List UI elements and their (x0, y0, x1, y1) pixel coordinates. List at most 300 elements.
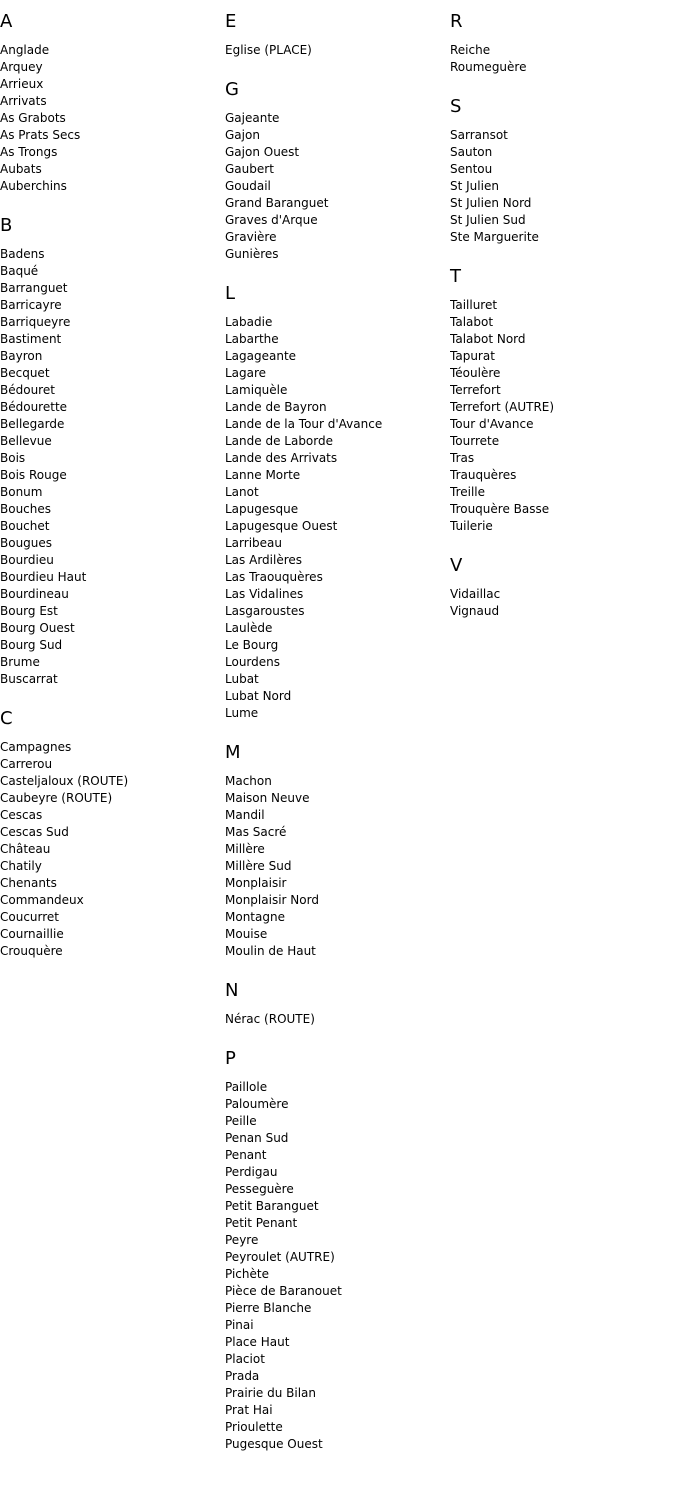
street-link[interactable]: Penant (225, 1148, 267, 1162)
street-link[interactable]: Anglade (0, 43, 50, 57)
list-item (225, 229, 450, 246)
list-item (225, 161, 450, 178)
list-item (450, 348, 675, 365)
list-item (225, 671, 450, 688)
list-item (0, 127, 225, 144)
street-link[interactable]: Lande des Arrivats (225, 451, 338, 465)
letter-heading: R (450, 11, 463, 32)
list-item (450, 467, 675, 484)
street-link[interactable]: Barricayre (0, 298, 62, 312)
letter-heading: C (0, 708, 13, 729)
street-link[interactable]: Le Bourg (225, 638, 279, 652)
letter-section-c (0, 707, 225, 960)
street-link[interactable]: Tailluret (450, 298, 498, 312)
street-list (450, 586, 675, 620)
list-item (0, 76, 225, 93)
street-list (450, 127, 675, 246)
list-item (225, 688, 450, 705)
list-item (225, 195, 450, 212)
street-link[interactable]: Barriqueyre (0, 315, 71, 329)
street-link[interactable]: Millère Sud (225, 859, 292, 873)
list-item (450, 501, 675, 518)
list-item (225, 1283, 450, 1300)
list-item (225, 1232, 450, 1249)
list-item (0, 450, 225, 467)
street-link[interactable]: Bouches (0, 502, 52, 516)
street-link[interactable]: Lanne Morte (225, 468, 301, 482)
street-link[interactable]: Pugesque Ouest (225, 1437, 323, 1451)
letter-section-r (450, 10, 675, 76)
street-link[interactable]: Treille (450, 485, 486, 499)
street-link[interactable]: Bouchet (0, 519, 50, 533)
list-item (225, 1368, 450, 1385)
street-link[interactable]: Prairie du Bilan (225, 1386, 317, 1400)
street-link[interactable]: Las Traouquères (225, 570, 323, 584)
letter-section-g (225, 78, 450, 263)
street-link[interactable]: Pinai (225, 1318, 254, 1332)
list-item (225, 637, 450, 654)
street-link[interactable]: Lagageante (225, 349, 297, 363)
list-item (0, 365, 225, 382)
letter-heading: E (225, 11, 237, 32)
list-item (225, 1300, 450, 1317)
list-item (225, 1385, 450, 1402)
list-item (0, 620, 225, 637)
street-link[interactable]: Gunières (225, 247, 279, 261)
street-link[interactable]: Lamiquèle (225, 383, 288, 397)
street-link[interactable]: Sauton (450, 145, 493, 159)
list-item (225, 1402, 450, 1419)
street-list (450, 42, 675, 76)
list-item (0, 501, 225, 518)
index-column-2 (225, 10, 450, 1472)
list-item (225, 42, 450, 59)
street-link[interactable]: Arquey (0, 60, 43, 74)
list-item (225, 1198, 450, 1215)
street-link[interactable]: Prioulette (225, 1420, 283, 1434)
street-link[interactable]: Las Ardilères (225, 553, 303, 567)
list-item (225, 926, 450, 943)
list-item (450, 314, 675, 331)
list-item (225, 1164, 450, 1181)
list-item (0, 807, 225, 824)
street-link[interactable]: Château (0, 842, 51, 856)
street-link[interactable]: Bourg Ouest (0, 621, 75, 635)
street-list (225, 42, 450, 59)
list-item (225, 1436, 450, 1453)
street-link[interactable]: Lubat Nord (225, 689, 292, 703)
letter-section-t (450, 265, 675, 535)
list-item (225, 110, 450, 127)
list-item (450, 450, 675, 467)
letter-section-s (450, 95, 675, 246)
list-item (450, 144, 675, 161)
street-link[interactable]: Bourdieu (0, 553, 54, 567)
list-item (225, 569, 450, 586)
street-link[interactable]: Peyre (225, 1233, 259, 1247)
street-link[interactable]: Bellevue (0, 434, 52, 448)
street-link[interactable]: Lasgaroustes (225, 604, 305, 618)
street-link[interactable]: Ste Marguerite (450, 230, 539, 244)
street-link[interactable]: Commandeux (0, 893, 84, 907)
letter-section-m (225, 741, 450, 960)
list-item (450, 399, 675, 416)
list-item (225, 1096, 450, 1113)
street-link[interactable]: Petit Baranguet (225, 1199, 319, 1213)
street-link[interactable]: Monplaisir (225, 876, 287, 890)
list-item (225, 433, 450, 450)
list-item (450, 42, 675, 59)
street-link[interactable]: Vidaillac (450, 587, 501, 601)
street-link[interactable]: Talabot (450, 315, 494, 329)
list-item (450, 59, 675, 76)
list-item (0, 42, 225, 59)
street-link[interactable]: Bellegarde (0, 417, 65, 431)
list-item (225, 1181, 450, 1198)
list-item (225, 790, 450, 807)
list-item (0, 552, 225, 569)
street-link[interactable]: Arrivats (0, 94, 47, 108)
street-link[interactable]: Place Haut (225, 1335, 290, 1349)
street-link[interactable]: Lapugesque (225, 502, 299, 516)
list-item (0, 654, 225, 671)
street-link[interactable]: Bayron (0, 349, 43, 363)
street-link[interactable]: Bois Rouge (0, 468, 67, 482)
list-item (450, 518, 675, 535)
street-link[interactable]: Grand Baranguet (225, 196, 329, 210)
street-link[interactable]: Peille (225, 1114, 257, 1128)
street-link[interactable]: Moulin de Haut (225, 944, 316, 958)
list-item (225, 909, 450, 926)
street-link[interactable]: Placiot (225, 1352, 265, 1366)
street-link[interactable]: As Grabots (0, 111, 66, 125)
list-item (0, 824, 225, 841)
street-link[interactable]: St Julien (450, 179, 499, 193)
letter-heading: N (225, 980, 239, 1001)
street-link[interactable]: Labarthe (225, 332, 279, 346)
street-link[interactable]: Prat Hai (225, 1403, 273, 1417)
list-item (450, 195, 675, 212)
letter-section-p (225, 1047, 450, 1453)
street-link[interactable]: Terrefort (450, 383, 501, 397)
street-link[interactable]: Barranguet (0, 281, 68, 295)
list-item (0, 943, 225, 960)
list-item (225, 1317, 450, 1334)
list-item (225, 416, 450, 433)
street-link[interactable]: Chatily (0, 859, 42, 873)
street-link[interactable]: Coucurret (0, 910, 60, 924)
street-link[interactable]: Lapugesque Ouest (225, 519, 338, 533)
list-item (225, 552, 450, 569)
street-link[interactable]: Tapurat (450, 349, 495, 363)
street-link[interactable]: Bougues (0, 536, 53, 550)
list-item (0, 671, 225, 688)
list-item (0, 263, 225, 280)
list-item (0, 518, 225, 535)
street-link[interactable]: Paloumère (225, 1097, 289, 1111)
street-link[interactable]: Sentou (450, 162, 493, 176)
street-link[interactable]: As Prats Secs (0, 128, 81, 142)
list-item (225, 467, 450, 484)
street-link[interactable]: Machon (225, 774, 272, 788)
street-link[interactable]: Gajeante (225, 111, 280, 125)
list-item (225, 314, 450, 331)
letter-heading: V (450, 555, 463, 576)
street-link[interactable]: Tuilerie (450, 519, 493, 533)
street-link[interactable]: Gajon (225, 128, 260, 142)
letter-heading: B (0, 215, 13, 236)
list-item (225, 620, 450, 637)
street-link[interactable]: St Julien Nord (450, 196, 532, 210)
street-link[interactable]: Cescas (0, 808, 43, 822)
list-item (450, 212, 675, 229)
street-link[interactable]: Becquet (0, 366, 50, 380)
list-item (225, 858, 450, 875)
list-item (0, 467, 225, 484)
list-item (450, 603, 675, 620)
letter-heading: S (450, 96, 462, 117)
street-list (225, 314, 450, 722)
street-link[interactable]: Trauquères (450, 468, 517, 482)
list-item (225, 586, 450, 603)
street-list (225, 1079, 450, 1453)
list-item (225, 331, 450, 348)
street-link[interactable]: Pierre Blanche (225, 1301, 312, 1315)
letter-section-e (225, 10, 450, 59)
list-item (225, 382, 450, 399)
letter-heading: L (225, 283, 236, 304)
list-item (225, 348, 450, 365)
street-link[interactable]: Bastiment (0, 332, 62, 346)
list-item (0, 382, 225, 399)
list-item (0, 144, 225, 161)
list-item (450, 161, 675, 178)
street-link[interactable]: Las Vidalines (225, 587, 304, 601)
street-link[interactable]: Petit Penant (225, 1216, 298, 1230)
street-link[interactable]: Goudail (225, 179, 271, 193)
street-link[interactable]: Millère (225, 842, 265, 856)
street-link[interactable]: Sarransot (450, 128, 508, 142)
list-item (225, 1334, 450, 1351)
list-item (450, 229, 675, 246)
list-item (0, 433, 225, 450)
street-link[interactable]: Paillole (225, 1080, 268, 1094)
street-link[interactable]: Bois (0, 451, 26, 465)
list-item (0, 331, 225, 348)
letter-section-v (450, 554, 675, 620)
list-item (450, 127, 675, 144)
street-link[interactable]: Lume (225, 706, 259, 720)
street-link[interactable]: Eglise (PLACE) (225, 43, 312, 57)
street-link[interactable]: Gajon Ouest (225, 145, 300, 159)
street-link[interactable]: Cournaillie (0, 927, 64, 941)
street-link[interactable]: Bourg Est (0, 604, 58, 618)
street-link[interactable]: Lagare (225, 366, 267, 380)
list-item (0, 909, 225, 926)
street-link[interactable]: Maison Neuve (225, 791, 310, 805)
street-link[interactable]: Nérac (ROUTE) (225, 1012, 315, 1026)
list-item (450, 382, 675, 399)
street-link[interactable]: Gravière (225, 230, 277, 244)
letter-heading: M (225, 742, 241, 763)
street-link[interactable]: Tras (450, 451, 475, 465)
street-link[interactable]: Crouquère (0, 944, 63, 958)
list-item (0, 790, 225, 807)
street-link[interactable]: Brume (0, 655, 40, 669)
street-link[interactable]: Terrefort (AUTRE) (450, 400, 555, 414)
letter-section-l (225, 282, 450, 722)
street-link[interactable]: Lande de la Tour d'Avance (225, 417, 383, 431)
street-link[interactable]: Bourg Sud (0, 638, 63, 652)
street-list (225, 110, 450, 263)
list-item (225, 1249, 450, 1266)
street-link[interactable]: Bédourette (0, 400, 68, 414)
street-link[interactable]: Reiche (450, 43, 491, 57)
street-link[interactable]: Montagne (225, 910, 285, 924)
street-link[interactable]: Pichète (225, 1267, 269, 1281)
street-link[interactable]: Téoulère (450, 366, 501, 380)
list-item (0, 569, 225, 586)
letter-heading: G (225, 79, 239, 100)
list-item (225, 1011, 450, 1028)
letter-section-a (0, 10, 225, 195)
street-link[interactable]: Prada (225, 1369, 260, 1383)
list-item (225, 1419, 450, 1436)
street-link[interactable]: Laulède (225, 621, 273, 635)
street-link[interactable]: Tour d'Avance (450, 417, 534, 431)
street-link[interactable]: Mandil (225, 808, 265, 822)
list-item (225, 501, 450, 518)
street-link[interactable]: Lourdens (225, 655, 281, 669)
index-column-1 (0, 10, 225, 979)
street-link[interactable]: Bonum (0, 485, 43, 499)
street-link[interactable]: Perdigau (225, 1165, 278, 1179)
street-link[interactable]: Badens (0, 247, 45, 261)
street-link[interactable]: Mouise (225, 927, 268, 941)
list-item (0, 739, 225, 756)
street-link[interactable]: Aubats (0, 162, 42, 176)
list-item (0, 484, 225, 501)
street-link[interactable]: Roumeguère (450, 60, 527, 74)
street-link[interactable]: Cescas Sud (0, 825, 69, 839)
street-link[interactable]: Graves d'Arque (225, 213, 318, 227)
list-item (450, 416, 675, 433)
list-item (450, 331, 675, 348)
list-item (225, 484, 450, 501)
list-item (225, 1215, 450, 1232)
list-item (225, 1130, 450, 1147)
street-link[interactable]: Lubat (225, 672, 259, 686)
list-item (0, 59, 225, 76)
list-item (225, 518, 450, 535)
street-link[interactable]: Monplaisir Nord (225, 893, 319, 907)
street-link[interactable]: Lande de Bayron (225, 400, 327, 414)
street-link[interactable]: Baqué (0, 264, 39, 278)
street-link[interactable]: Penan Sud (225, 1131, 289, 1145)
list-item (225, 399, 450, 416)
list-item (0, 297, 225, 314)
street-link[interactable]: Talabot Nord (450, 332, 526, 346)
letter-section-b (0, 214, 225, 688)
street-link[interactable]: Lande de Laborde (225, 434, 333, 448)
street-link[interactable]: Pièce de Baranouet (225, 1284, 342, 1298)
street-link[interactable]: Campagnes (0, 740, 72, 754)
list-item (0, 892, 225, 909)
street-link[interactable]: Bourdineau (0, 587, 69, 601)
list-item (0, 841, 225, 858)
list-item (225, 1147, 450, 1164)
street-link[interactable]: Bédouret (0, 383, 55, 397)
list-item (225, 127, 450, 144)
street-link[interactable]: Carrerou (0, 757, 53, 771)
list-item (225, 603, 450, 620)
street-list (0, 42, 225, 195)
list-item (0, 416, 225, 433)
list-item (0, 875, 225, 892)
list-item (225, 824, 450, 841)
list-item (225, 875, 450, 892)
list-item (0, 926, 225, 943)
list-item (225, 773, 450, 790)
list-item (0, 314, 225, 331)
list-item (225, 705, 450, 722)
street-link[interactable]: St Julien Sud (450, 213, 526, 227)
street-link[interactable]: Trouquère Basse (450, 502, 550, 516)
list-item (450, 365, 675, 382)
street-link[interactable]: Buscarrat (0, 672, 58, 686)
street-link[interactable]: Casteljaloux (ROUTE) (0, 774, 129, 788)
list-item (225, 1266, 450, 1283)
street-link[interactable]: Labadie (225, 315, 273, 329)
list-item (0, 93, 225, 110)
street-list (225, 1011, 450, 1028)
street-link[interactable]: Chenants (0, 876, 57, 890)
list-item (225, 654, 450, 671)
letter-heading: P (225, 1048, 236, 1069)
street-link[interactable]: Gaubert (225, 162, 274, 176)
list-item (225, 1079, 450, 1096)
list-item (225, 892, 450, 909)
list-item (0, 773, 225, 790)
list-item (0, 280, 225, 297)
street-link[interactable]: Caubeyre (ROUTE) (0, 791, 113, 805)
list-item (225, 212, 450, 229)
list-item (225, 807, 450, 824)
street-link[interactable]: Tourrete (450, 434, 500, 448)
street-link[interactable]: Vignaud (450, 604, 500, 618)
street-link[interactable]: Pesseguère (225, 1182, 294, 1196)
list-item (225, 841, 450, 858)
list-item (225, 144, 450, 161)
street-list (0, 739, 225, 960)
street-link[interactable]: Mas Sacré (225, 825, 287, 839)
street-link[interactable]: Bourdieu Haut (0, 570, 87, 584)
list-item (0, 161, 225, 178)
list-item (225, 450, 450, 467)
street-link[interactable]: As Trongs (0, 145, 58, 159)
list-item (0, 178, 225, 195)
street-link[interactable]: Peyroulet (AUTRE) (225, 1250, 335, 1264)
list-item (0, 756, 225, 773)
list-item (225, 1351, 450, 1368)
street-link[interactable]: Auberchins (0, 179, 67, 193)
street-link[interactable]: Lanot (225, 485, 259, 499)
street-link[interactable]: Larribeau (225, 536, 282, 550)
list-item (0, 348, 225, 365)
street-link[interactable]: Arrieux (0, 77, 44, 91)
list-item (0, 603, 225, 620)
letter-heading: T (450, 266, 461, 287)
